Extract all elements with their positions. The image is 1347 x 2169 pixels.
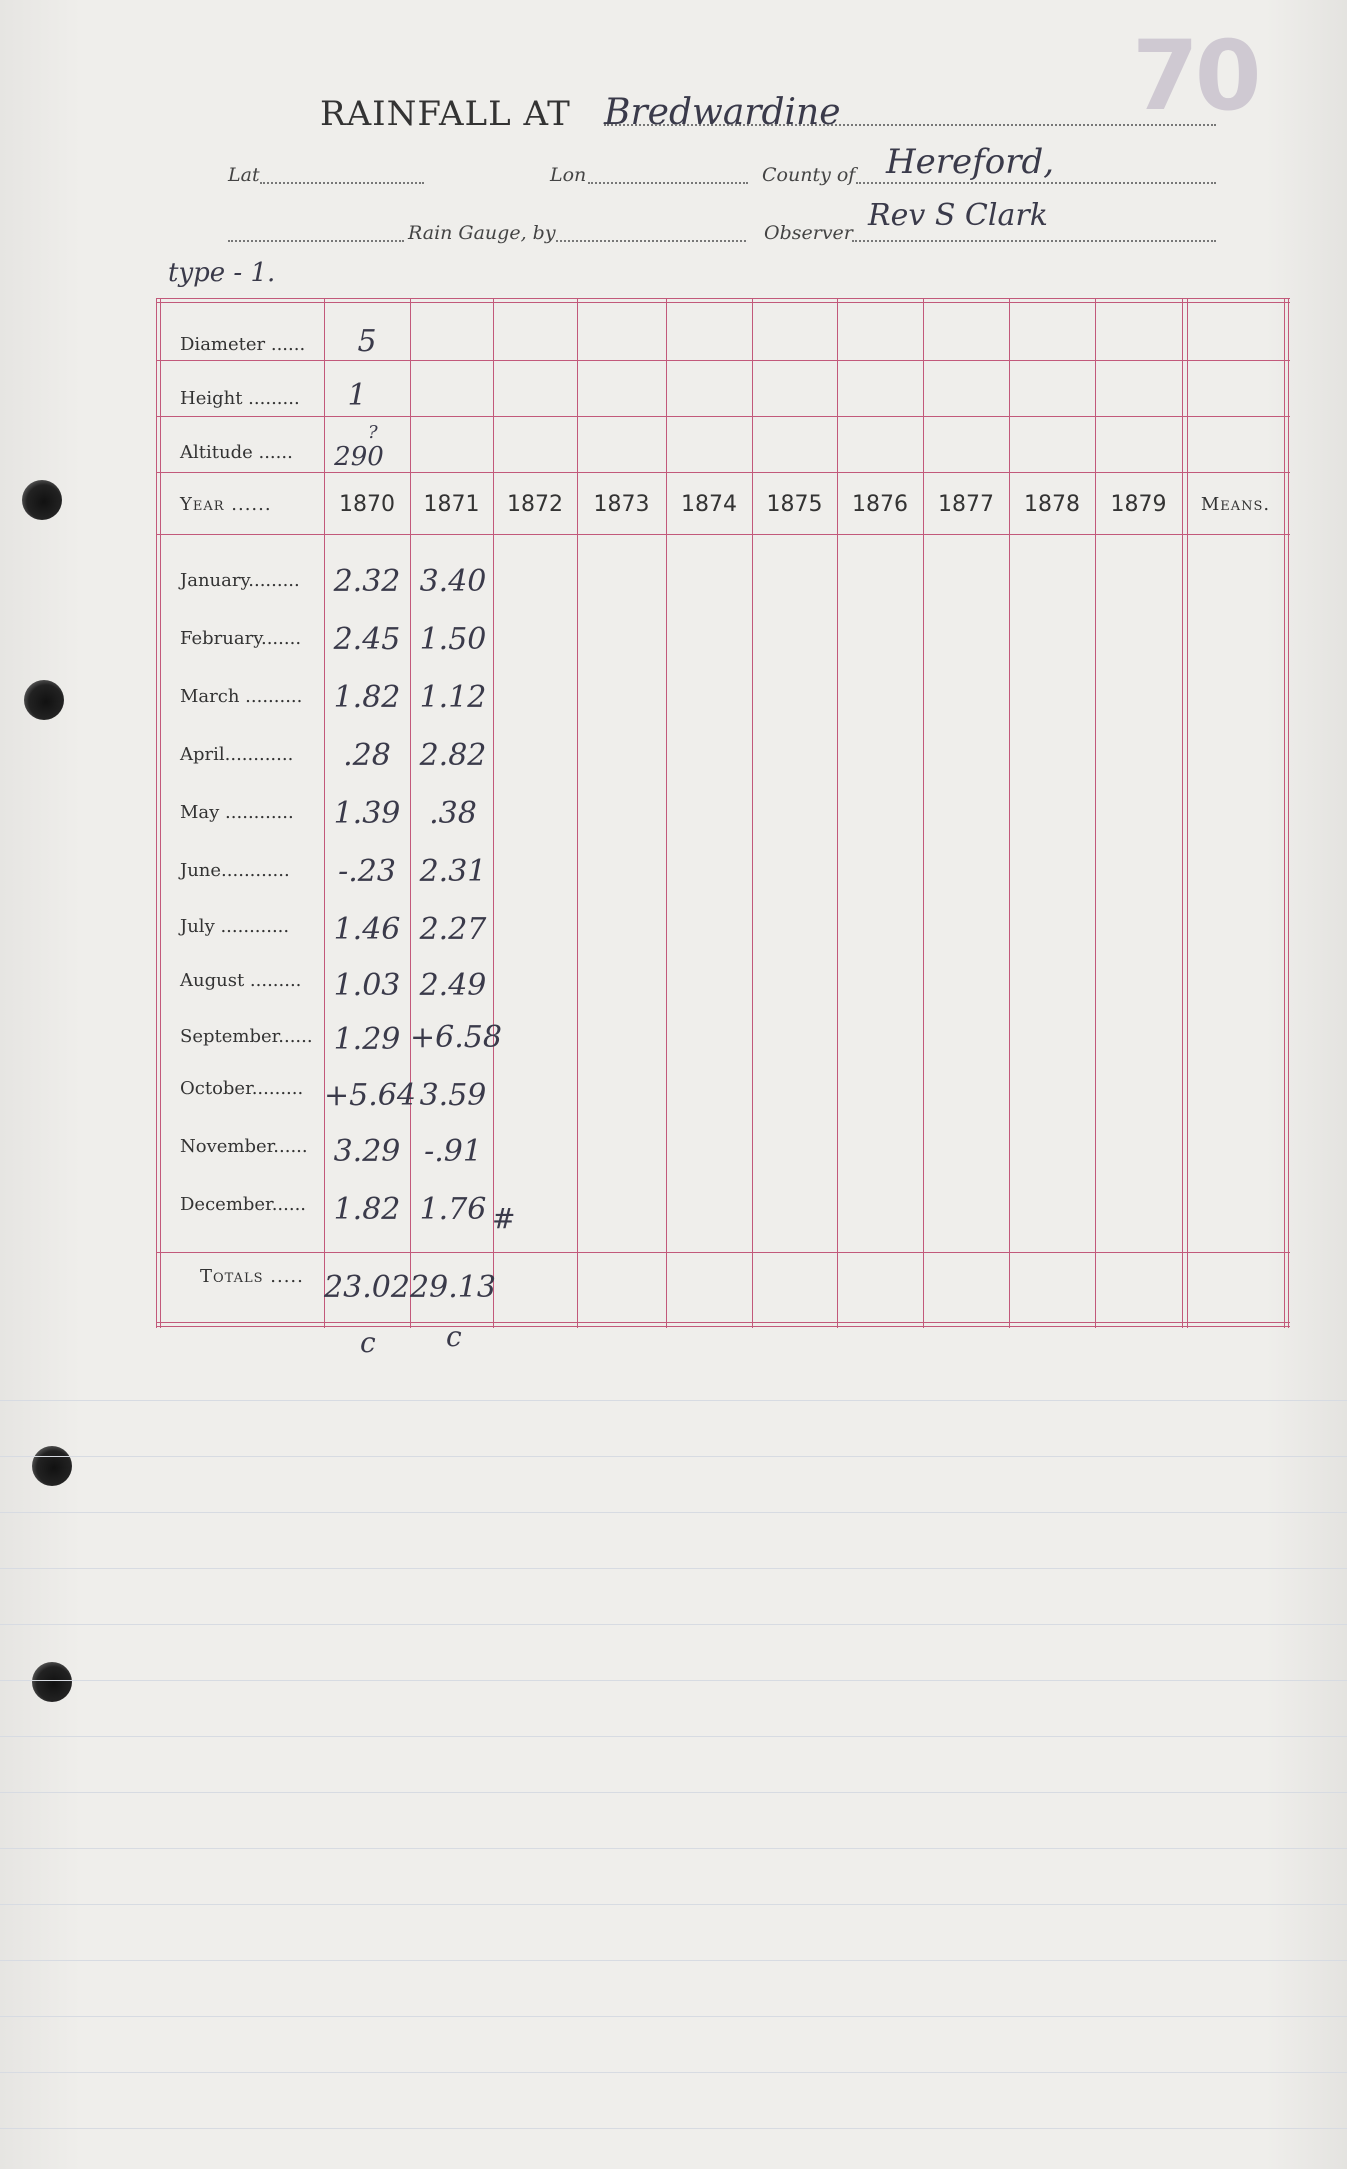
page-number: 70	[1132, 20, 1258, 132]
jan-1870: 2.32	[333, 564, 401, 599]
table-border-right	[1284, 298, 1285, 1328]
month-label-may: May ............	[180, 802, 294, 823]
rainfall-table	[156, 298, 1290, 1359]
rain-gauge-label: Rain Gauge, by	[408, 222, 556, 244]
ruled-line	[0, 1568, 1347, 1569]
lon-dots	[588, 182, 748, 184]
month-label-april: April............	[180, 744, 294, 765]
mar-1870: 1.82	[333, 680, 401, 715]
row-divider	[156, 472, 1290, 473]
dec-1870: 1.82	[333, 1192, 401, 1227]
column-divider	[1009, 298, 1010, 1328]
table-border-left-inner	[160, 298, 161, 1328]
year-label: Year ......	[180, 494, 272, 515]
month-label-december: December......	[180, 1194, 307, 1215]
month-label-january: January.........	[180, 570, 300, 591]
height-value: 1	[347, 378, 367, 413]
ruled-line	[0, 2128, 1347, 2129]
column-divider	[923, 298, 924, 1328]
gauge-maker-dots	[228, 240, 404, 242]
punch-hole	[24, 680, 64, 720]
month-label-november: November......	[180, 1136, 308, 1157]
dec-1871: 1.76	[419, 1192, 487, 1227]
row-divider	[156, 416, 1290, 417]
means-header: Means.	[1200, 494, 1271, 515]
check-mark-1870: c	[360, 1326, 376, 1359]
feb-1870: 2.45	[333, 622, 401, 657]
apr-1871: 2.82	[419, 738, 487, 773]
station-name: Bredwardine	[604, 92, 841, 133]
table-border-bottom-outer	[156, 1326, 1290, 1327]
jan-1871: 3.40	[419, 564, 487, 599]
december-mark: #	[492, 1202, 516, 1235]
column-divider	[666, 298, 667, 1328]
lon-label: Lon	[550, 164, 587, 186]
aug-1871: 2.49	[419, 968, 487, 1003]
observer-label: Observer	[764, 222, 853, 244]
ruled-line	[0, 1848, 1347, 1849]
county-dots	[856, 182, 1216, 184]
month-label-september: September......	[180, 1026, 313, 1047]
county-label: County of	[762, 164, 856, 186]
apr-1870: .28	[343, 738, 391, 773]
ruled-line	[0, 1736, 1347, 1737]
sep-1871: +6.58	[410, 1020, 502, 1055]
month-label-october: October.........	[180, 1078, 304, 1099]
jul-1871: 2.27	[419, 912, 487, 947]
table-border-top-inner	[156, 302, 1290, 303]
punch-hole	[32, 1446, 72, 1486]
month-label-march: March ..........	[180, 686, 303, 707]
may-1870: 1.39	[333, 796, 401, 831]
ruled-line	[0, 1400, 1347, 1401]
altitude-value: 290	[334, 442, 384, 472]
total-1871: 29.13	[410, 1270, 496, 1305]
diameter-label: Diameter ......	[180, 334, 306, 355]
row-divider	[156, 360, 1290, 361]
table-border-top	[156, 298, 1290, 299]
feb-1871: 1.50	[419, 622, 487, 657]
title-dots	[604, 124, 1216, 126]
handwritten-note: type - 1.	[168, 258, 276, 288]
month-label-june: June............	[180, 860, 290, 881]
may-1871: .38	[429, 796, 477, 831]
row-divider	[156, 534, 1290, 535]
punch-hole	[32, 1662, 72, 1702]
altitude-label: Altitude ......	[180, 442, 293, 463]
column-divider-double	[1187, 298, 1188, 1328]
ruled-line	[0, 1512, 1347, 1513]
lat-dots	[260, 182, 424, 184]
ruled-line	[0, 1904, 1347, 1905]
jun-1870: -.23	[338, 854, 396, 889]
oct-1871: 3.59	[419, 1078, 487, 1113]
sep-1870: 1.29	[333, 1022, 401, 1057]
lat-label: Lat	[228, 164, 260, 186]
totals-divider	[156, 1252, 1290, 1253]
rain-gauge-dots	[556, 240, 746, 242]
jun-1871: 2.31	[419, 854, 487, 889]
column-divider	[837, 298, 838, 1328]
punch-hole	[22, 480, 62, 520]
altitude-query-mark: ?	[368, 422, 378, 443]
diameter-value: 5	[357, 324, 377, 359]
year-1872: 1872	[507, 492, 563, 517]
ruled-line	[0, 1680, 1347, 1681]
ruled-line	[0, 1624, 1347, 1625]
table-border-right-outer	[1288, 298, 1289, 1328]
year-1876: 1876	[852, 492, 908, 517]
title-prefix: RAINFALL AT	[320, 94, 571, 134]
year-1874: 1874	[681, 492, 737, 517]
ruled-line	[0, 1960, 1347, 1961]
county-value: Hereford,	[886, 142, 1055, 182]
year-1878: 1878	[1024, 492, 1080, 517]
column-divider	[752, 298, 753, 1328]
column-divider	[1182, 298, 1183, 1328]
mar-1871: 1.12	[419, 680, 487, 715]
year-1873: 1873	[593, 492, 650, 517]
ruled-line	[0, 2016, 1347, 2017]
month-label-july: July ............	[180, 916, 290, 937]
table-border-left	[156, 298, 157, 1328]
check-mark-1871: c	[446, 1320, 462, 1353]
year-1879: 1879	[1110, 492, 1167, 517]
oct-1870: +5.64	[324, 1078, 416, 1113]
nov-1871: -.91	[424, 1134, 482, 1169]
month-label-february: February.......	[180, 628, 302, 649]
year-1875: 1875	[766, 492, 823, 517]
year-1877: 1877	[938, 492, 994, 517]
height-label: Height .........	[180, 388, 300, 409]
column-divider	[1095, 298, 1096, 1328]
aug-1870: 1.03	[333, 968, 401, 1003]
table-border-bottom	[156, 1322, 1290, 1323]
observer-dots	[852, 240, 1216, 242]
total-1870: 23.02	[324, 1270, 410, 1305]
ruled-line	[0, 1792, 1347, 1793]
ruled-line	[0, 2072, 1347, 2073]
ruled-line	[0, 1456, 1347, 1457]
totals-label: Totals .....	[200, 1266, 304, 1287]
month-label-august: August .........	[180, 970, 302, 991]
jul-1870: 1.46	[333, 912, 401, 947]
nov-1870: 3.29	[333, 1134, 401, 1169]
year-1871: 1871	[423, 492, 480, 517]
observer-value: Rev S Clark	[868, 198, 1048, 233]
year-1870: 1870	[339, 492, 395, 517]
column-divider	[577, 298, 578, 1328]
